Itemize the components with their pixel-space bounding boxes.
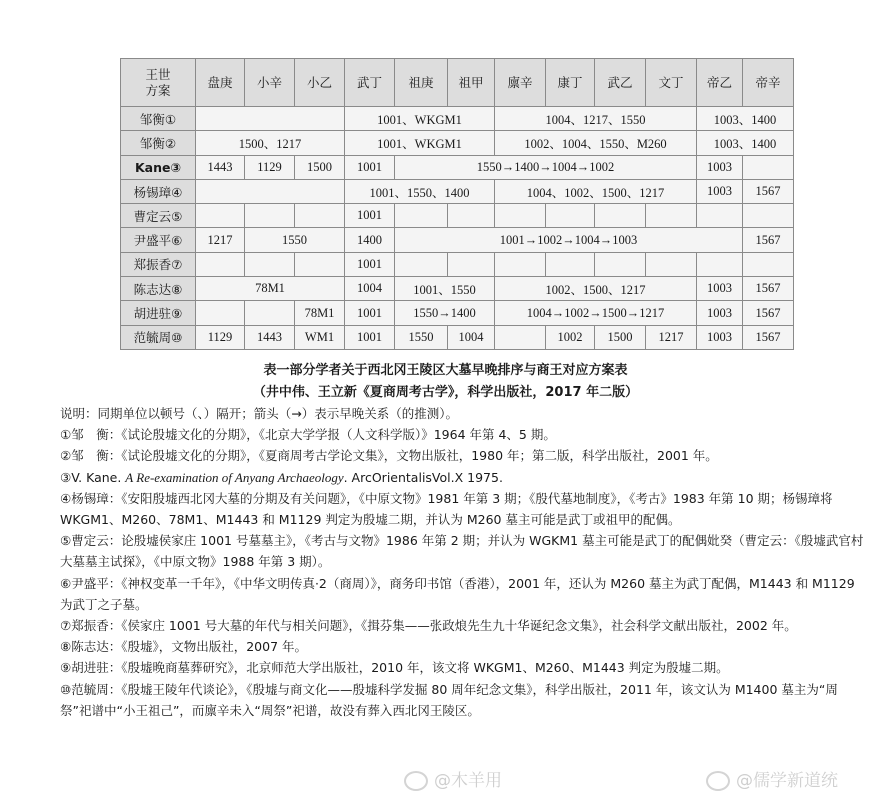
footnote [60,403,866,424]
table-row [121,301,794,325]
table-cell [245,204,295,228]
table-cell [196,107,345,131]
scheme-label: 邹衡② [121,131,196,155]
table-cell: 1002 [546,325,595,349]
king-header: 祖庚 [395,59,448,107]
table-cell [743,155,794,179]
weibo-logo-icon [706,771,730,791]
footnote-text: ⑨胡进驻：《殷墟晚商墓葬研究》，北京师范大学出版社，2010 年，该文将 WKGM1、M260、M1443 判定为殷墟二期。 [60,660,729,676]
table-cell: 1567 [743,179,794,203]
scheme-label: 陈志达⑧ [121,277,196,301]
table-cell [595,252,646,276]
table-cell [743,252,794,276]
table-cell: 1003、1400 [697,107,794,131]
table-cell: 1003 [697,155,743,179]
table-cell: 1003 [697,325,743,349]
king-header: 祖甲 [448,59,495,107]
table-cell: 1001 [345,252,395,276]
table-cell [245,301,295,325]
table-cell [295,204,345,228]
footnote [60,573,866,615]
table-cell: 1001、1550 [395,277,495,301]
table-cell: WM1 [295,325,345,349]
table-cell: 1129 [245,155,295,179]
scheme-label: 郑振香⑦ [121,252,196,276]
table-cell [295,252,345,276]
table-cell: 1001 [345,301,395,325]
table-cell: 1004 [448,325,495,349]
table-cell [395,204,448,228]
table-cell: 1001 [345,204,395,228]
table-cell [395,252,448,276]
king-header: 帝辛 [743,59,794,107]
table-cell: 1500 [295,155,345,179]
table-cell: 1004、1002、1500、1217 [495,179,697,203]
table-cell: 1003 [697,301,743,325]
table-cell: 1550→1400 [395,301,495,325]
table-cell [196,179,345,203]
table-cell [495,204,546,228]
footnote [60,424,866,445]
corner-label-scheme: 方案 [145,82,171,98]
table-cell: 1400 [345,228,395,252]
table-row [121,107,794,131]
table-source: （井中伟、王立新《夏商周考古学》，科学出版社，2017 年二版） [252,385,639,400]
king-header: 武乙 [595,59,646,107]
table-row [121,252,794,276]
weibo-logo-icon [404,771,428,791]
table-cell: 1002、1500、1217 [495,277,697,301]
footnote [60,530,866,572]
table-cell: 1004、1217、1550 [495,107,697,131]
table-row [121,131,794,155]
scheme-label: Kane③ [121,155,196,179]
footnote-text: ⑥尹盛平：《神权变革一千年》，《中华文明传真·2（商周）》，商务印书馆（香港），2001 年，还认为 M260 墓主为武丁配偶，M1443 和 M1129 为武丁之子墓。 [60,575,855,612]
table-cell: 1004→1002→1500→1217 [495,301,697,325]
footnote-text: ⑩范毓周：《殷墟王陵年代谈论》，《殷墟与商文化——殷墟科学发掘 80 周年纪念文集》，科学出版社，2011 年，该文认为 M1400 墓主为“周祭”祀谱中“小王祖己”，而廪辛未入“周祭”祀谱，故没有葬入西北冈王陵区。 [60,681,838,718]
table-cell: 1550 [245,228,345,252]
table-cell: 78M1 [196,277,345,301]
scheme-label: 曹定云⑤ [121,204,196,228]
table-cell [595,204,646,228]
footnote-text: ④杨锡璋：《安阳殷墟西北冈大墓的分期及有关问题》，《中原文物》1981 年第 3 期；《殷代墓地制度》，《考古》1983 年第 10 期；杨锡璋将 WKGM1、M260、78M1、M1443 和 M1129 判定为殷墟二期，并认为 M260 墓主可能是武丁或祖甲的配偶。 [60,490,833,528]
king-header: 小乙 [295,59,345,107]
footnote-text: . ArcOrientalisVol.Ⅹ 1975. [343,469,503,485]
footnote-text: ⑦郑振香：《侯家庄 1001 号大墓的年代与相关问题》，《揖芬集——张政烺先生九十华诞纪念文集》，社会科学文献出版社，2002 年。 [60,618,797,634]
footnote-text: ⑤曹定云：论殷墟侯家庄 1001 号墓墓主》，《考古与文物》1986 年第 2 期；并认为 WGKM1 墓主可能是武丁的配偶妣癸（曹定云：《殷墟武官村大墓墓主试探》，《中原文物》1988 年第 3 期）。 [60,533,864,570]
table-cell: 1003 [697,179,743,203]
scheme-label: 杨锡璋④ [121,179,196,203]
table-cell: 1003 [697,277,743,301]
table-cell [546,252,595,276]
corner-header [121,59,196,107]
footnotes [60,403,866,721]
table-caption: 表一部分学者关于西北冈王陵区大墓早晚排序与商王对应方案表 [263,363,628,378]
table-cell: 1217 [646,325,697,349]
table-cell: 1217 [196,228,245,252]
scheme-label: 范毓周⑩ [121,325,196,349]
footnote [60,636,866,657]
footnote-text: ②邹 衡：《试论殷墟文化的分期》，《夏商周考古学论文集》，文物出版社，1980 年；第二版，科学出版社，2001 年。 [60,448,718,464]
table-cell: 1550→1400→1004→1002 [395,155,697,179]
scheme-label: 尹盛平⑥ [121,228,196,252]
table-row [121,179,794,203]
table-cell: 1567 [743,277,794,301]
table-cell: 1002、1004、1550、M260 [495,131,697,155]
watermark-weibo-1 [404,766,502,791]
table-cell: 1004 [345,277,395,301]
table-cell [495,252,546,276]
table-cell [448,252,495,276]
table-cell: 1003、1400 [697,131,794,155]
table-body [121,107,794,350]
table-cell: 1001 [345,325,395,349]
table-cell: 1500、1217 [196,131,345,155]
table-cell: 1500 [595,325,646,349]
table-cell [743,204,794,228]
footnote-prefix: ③V. Kane. [60,469,126,485]
footnote-text: 说明：同期单位以顿号（、）隔开；箭头（→）表示早晚关系（的推测）。 [60,406,458,421]
table-cell: 1550 [395,325,448,349]
table-cell: 1001、WKGM1 [345,131,495,155]
table-cell [697,204,743,228]
footnote-text: ⑧陈志达：《殷墟》，文物出版社，2007 年。 [60,639,307,655]
table-cell [697,252,743,276]
table-cell: 1443 [245,325,295,349]
table-row [121,325,794,349]
table-row [121,155,794,179]
watermark-text: @儒学新道统 [736,771,838,791]
table-cell: 1001 [345,155,395,179]
king-header: 武丁 [345,59,395,107]
corner-label-king: 王世 [145,66,171,82]
king-header: 文丁 [646,59,697,107]
watermark-text: @木羊用 [434,771,502,791]
table-cell [196,252,245,276]
scheme-label: 胡进驻⑨ [121,301,196,325]
king-header: 盘庚 [196,59,245,107]
king-header: 帝乙 [697,59,743,107]
footnote [60,467,866,488]
table-cell: 1001、WKGM1 [345,107,495,131]
table-cell: 1001→1002→1004→1003 [395,228,743,252]
table-cell: 1567 [743,228,794,252]
watermark-weibo-2 [706,766,838,791]
footnote [60,657,866,678]
table-cell: 78M1 [295,301,345,325]
scheme-table [120,58,794,350]
table-cell [646,204,697,228]
table-cell [196,204,245,228]
table-cell: 1443 [196,155,245,179]
footnote [60,679,866,721]
king-header: 小辛 [245,59,295,107]
table-cell [448,204,495,228]
footnote [60,445,866,466]
table-cell: 1001、1550、1400 [345,179,495,203]
table-cell: 1129 [196,325,245,349]
king-header: 廪辛 [495,59,546,107]
footnote-text: ①邹 衡：《试论殷墟文化的分期》，《北京大学学报（人文科学版）》1964 年第 4、5 期。 [60,427,556,443]
table-header-row [121,59,794,107]
king-header: 康丁 [546,59,595,107]
table-cell [495,325,546,349]
footnote [60,615,866,636]
table-cell: 1567 [743,325,794,349]
table-cell: 1567 [743,301,794,325]
table-cell [245,252,295,276]
table-cell [546,204,595,228]
footnote-title-italic: A Re-examination of Anyang Archaeology [125,469,344,485]
table-row [121,204,794,228]
table-cell [646,252,697,276]
scheme-label: 邹衡① [121,107,196,131]
table-row [121,228,794,252]
table-row [121,277,794,301]
footnote [60,488,866,530]
table-cell [196,301,245,325]
